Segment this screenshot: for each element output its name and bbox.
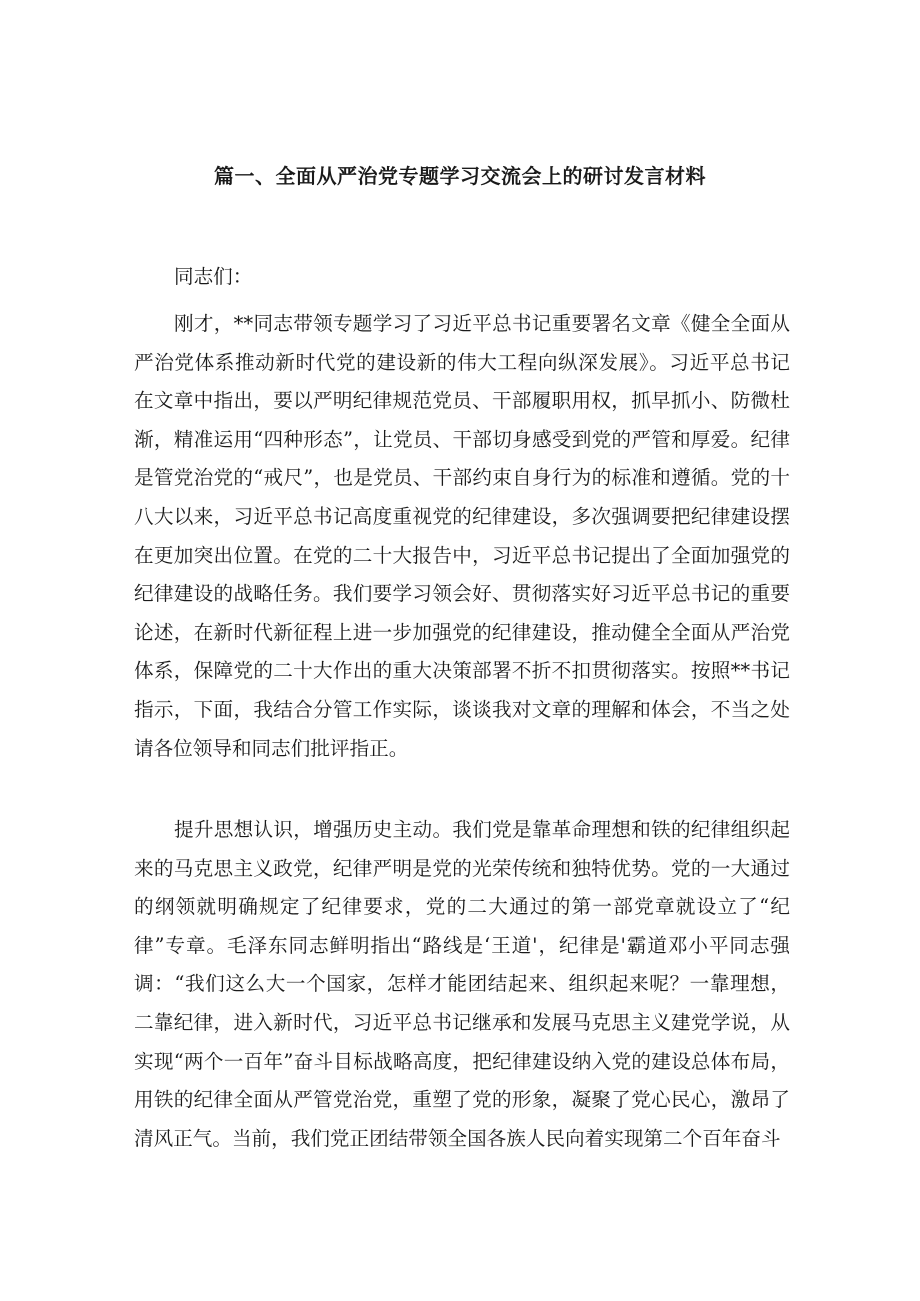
paragraph-1: 刚才，**同志带领专题学习了习近平总书记重要署名文章《健全全面从严治党体系推动新时代党的建设新的伟大工程向纵深发展》。习近平总书记在文章中指出，要以严明纪律规范党员、干部履职用权，抓早抓小、防微杜渐，精准运用“四种形态”，让党员、干部切身感受到党的严管和厚爱。纪律是管党治党的“戒尺”，也是党员、干部约束自身行为的标准和遵循。党的十八大以来，习近平总书记高度重视党的纪律建设，多次强调要把纪律建设摆在更加突出位置。在党的二十大报告中，习近平总书记提出了全面加强党的纪律建设的战略任务。我们要学习领会好、贯彻落实好习近平总书记的重要论述，在新时代新征程上进一步加强党的纪律建设，推动健全全面从严治党体系，保障党的二十大作出的重大决策部署不折不扣贯彻落实。按照**书记指示，下面，我结合分管工作实际，谈谈我对文章的理解和体会，不当之处请各位领导和同志们批评指正。: [134, 312, 790, 760]
document-title: 篇一、全面从严治党专题学习交流会上的研讨发言材料: [214, 164, 706, 188]
greeting: 同志们：: [174, 265, 253, 288]
paragraph-2: 提升思想认识，增强历史主动。我们党是靠革命理想和铁的纪律组织起来的马克思主义政党，纪律严明是党的光荣传统和独特优势。党的一大通过的纲领就明确规定了纪律要求，党的二大通过的第一部党章就设立了“纪律”专章。毛泽东同志鲜明指出“路线是‘王道'，纪律是'霸道邓小平同志强调：“我们这么大一个国家，怎样才能团结起来、组织起来呢？一靠理想，二靠纪律，进入新时代，习近平总书记继承和发展马克思主义建党学说，从实现“两个一百年”奋斗目标战略高度，把纪律建设纳入党的建设总体布局，用铁的纪律全面从严管党治党，重塑了党的形象，凝聚了党心民心，激昂了清风正气。当前，我们党正团结带领全国各族人民向着实现第二个百年奋斗: [134, 818, 790, 1150]
